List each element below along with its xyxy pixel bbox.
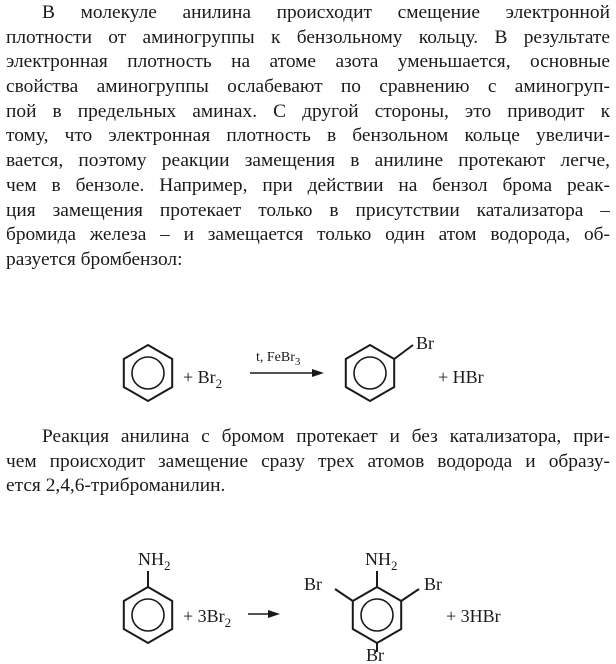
reagent-br2: + $Br_2$ bbox=[183, 367, 223, 391]
text-line: разуется бромбензол: bbox=[6, 248, 183, 270]
text-line: В молекуле анилина происходит смещение электронной bbox=[42, 2, 610, 23]
reagent-3br2: + $3Br_2$ bbox=[183, 606, 232, 630]
tribromoaniline-ring bbox=[335, 587, 419, 652]
aniline-amino-group: $NH_2$ bbox=[138, 549, 171, 573]
text-line: ция замещения протекает только в присутствии катализатора – bbox=[6, 199, 610, 221]
text-line: бромида железа – и замещается только один атом водорода, об- bbox=[6, 224, 610, 246]
text-line: пой в предельных аминах. С другой стороны, это приводит к bbox=[6, 100, 610, 122]
substituent-br: Br bbox=[416, 333, 434, 353]
bromobenzene-ring bbox=[346, 345, 413, 401]
text-line: вается, поэтому реакции замещения в анилине протекают легче, bbox=[6, 150, 610, 172]
substituent-br-left: Br bbox=[304, 574, 322, 594]
tribromoaniline-amino-group: $NH_2$ bbox=[365, 549, 398, 573]
text-line: чем в бензоле. Например, при действии на бензол брома реак- bbox=[6, 174, 610, 196]
text-line: чем происходит замещение сразу трех атомов водорода и образу- bbox=[6, 450, 610, 472]
paragraph-aniline-bromination bbox=[6, 425, 610, 499]
text-line: тому, что электронная плотность в бензольном кольце увеличи- bbox=[6, 125, 610, 147]
text-line: плотности от аминогруппы к бензольному кольцу. В результате bbox=[6, 26, 610, 48]
text-line: Реакция анилина с бромом протекает и без катализатора, при- bbox=[42, 426, 610, 447]
text-line: свойства аминогруппы ослабевают по сравнению с аминогруп- bbox=[6, 76, 610, 98]
byproduct-3hbr: + 3HBr bbox=[446, 606, 501, 626]
reaction-bromination-aniline bbox=[124, 549, 501, 664]
text-line: электронная плотность на атоме азота уменьшается, основные bbox=[6, 51, 610, 73]
text-line: ется 2,4,6-триброманилин. bbox=[6, 475, 226, 497]
byproduct-hbr: + HBr bbox=[438, 367, 484, 387]
substituent-br-bottom: Br bbox=[366, 645, 384, 664]
reaction-conditions: t, FeBr$_3$ bbox=[256, 350, 301, 368]
reaction-bromination-benzene bbox=[124, 333, 484, 401]
substituent-br-right: Br bbox=[424, 574, 442, 594]
reaction-arrow bbox=[250, 369, 324, 377]
aniline-ring bbox=[124, 587, 172, 643]
benzene-ring bbox=[124, 345, 172, 401]
reaction-arrow bbox=[248, 610, 280, 618]
